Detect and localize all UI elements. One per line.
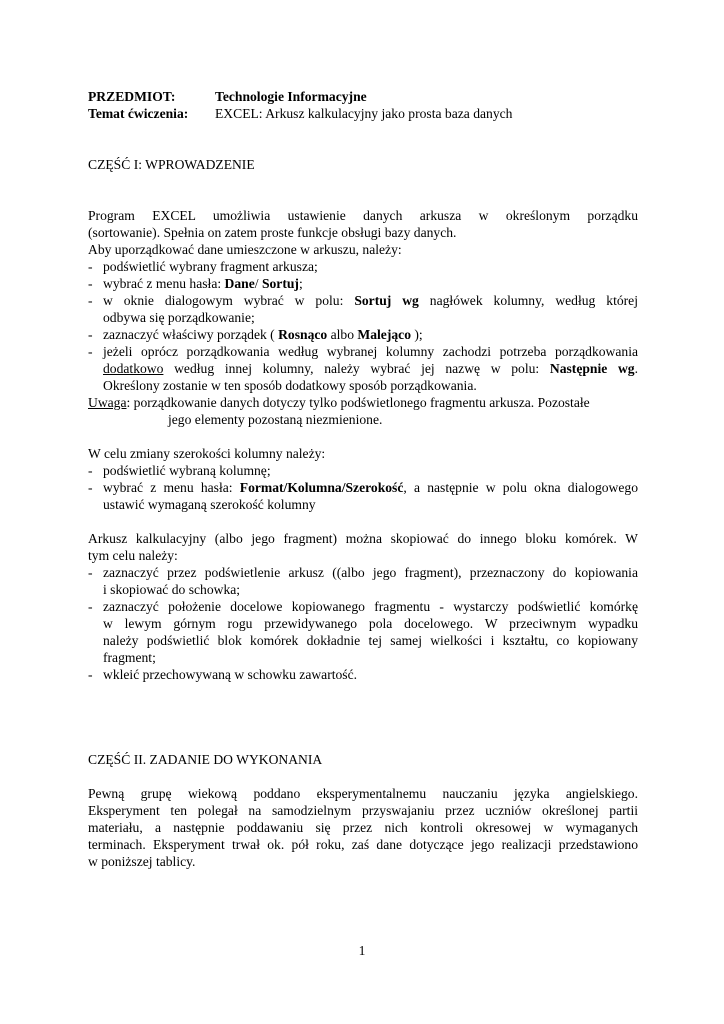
task-paragraph: Pewną grupę wiekową poddano eksperymentalnemu nauczaniu języka angielskiego. Eksperyment ten polegał na samodzielnym przyswajaniu przez uczniów określonej partii materiału, a następnie poddawaniu się przez nich kontroli okresowej w wymaganych terminach. Eksperyment trwał ok. pół roku, zaś dane dotyczące jego realizacji przedstawiono w poniższej tablicy. — [88, 786, 638, 869]
list-item: - zaznaczyć położenie docelowe kopiowanego fragmentu - wystarczy podświetlić komórkę w lewym górnym rogu przewidywanego pola docelowego. W przeciwnym wypadku należy podświetlić blok komórek dokładnie tej samej wielkości i kształtu, co kopiowany fragment; — [88, 599, 638, 665]
list-item: - w oknie dialogowym wybrać w polu: Sortuj wg nagłówek kolumny, według której odbywa się porządkowanie; — [88, 293, 638, 325]
part1-heading: CZĘŚĆ I: WPROWADZENIE — [88, 157, 255, 172]
copy-intro: Arkusz kalkulacyjny (albo jego fragment) można skopiować do innego bloku komórek. W tym celu należy: — [88, 531, 638, 563]
list-item: - jeżeli oprócz porządkowania według wybranej kolumny zachodzi potrzeba porządkowania dodatkowo według innej kolumny, należy wybrać jej nazwę w polu: Następnie wg. Określony zostanie w ten sposób dodatkowy sposób porządkowania. — [88, 344, 638, 393]
subject-label: PRZEDMIOT: — [88, 89, 176, 104]
list-item: - wkleić przechowywaną w schowku zawartość. — [88, 667, 358, 682]
list-item: - wybrać z menu hasła: Dane/ Sortuj; — [88, 276, 303, 291]
list-item: - podświetlić wybraną kolumnę; — [88, 463, 271, 478]
topic-label: Temat ćwiczenia: — [88, 106, 189, 121]
intro-paragraph: Program EXCEL umożliwia ustawienie danych arkusza w określonym porządku (sortowanie). Spełnia on zatem proste funkcje obsługi bazy danych. Aby uporządkować dane umieszczone w arkuszu, należy: — [88, 208, 638, 257]
list-item: - zaznaczyć przez podświetlenie arkusz ((albo jego fragment), przeznaczony do kopiowania i skopiować do schowka; — [88, 565, 638, 597]
document-page — [88, 88, 638, 870]
width-intro: W celu zmiany szerokości kolumny należy: — [88, 446, 326, 461]
width-steps-list — [88, 462, 638, 513]
list-item: - wybrać z menu hasła: Format/Kolumna/Szerokość, a następnie w polu okna dialogowego ustawić wymaganą szerokość kolumny — [88, 480, 638, 512]
list-item: - podświetlić wybrany fragment arkusza; — [88, 259, 318, 274]
sort-steps-list — [88, 258, 638, 394]
topic-value: EXCEL: Arkusz kalkulacyjny jako prosta baza danych — [215, 106, 513, 121]
subject-row — [88, 88, 638, 105]
list-item: - zaznaczyć właściwy porządek ( Rosnąco albo Malejąco ); — [88, 327, 423, 342]
page-number: 1 — [358, 943, 366, 958]
part2-heading: CZĘŚĆ II. ZADANIE DO WYKONANIA — [88, 752, 323, 767]
copy-steps-list — [88, 564, 638, 683]
note: Uwaga: porządkowanie danych dotyczy tylko podświetlonego fragmentu arkusza. Pozostałe jego elementy pozostaną niezmienione. — [88, 395, 590, 427]
subject-value: Technologie Informacyjne — [215, 89, 367, 104]
topic-row — [88, 105, 638, 122]
note-label: Uwaga — [88, 395, 127, 410]
